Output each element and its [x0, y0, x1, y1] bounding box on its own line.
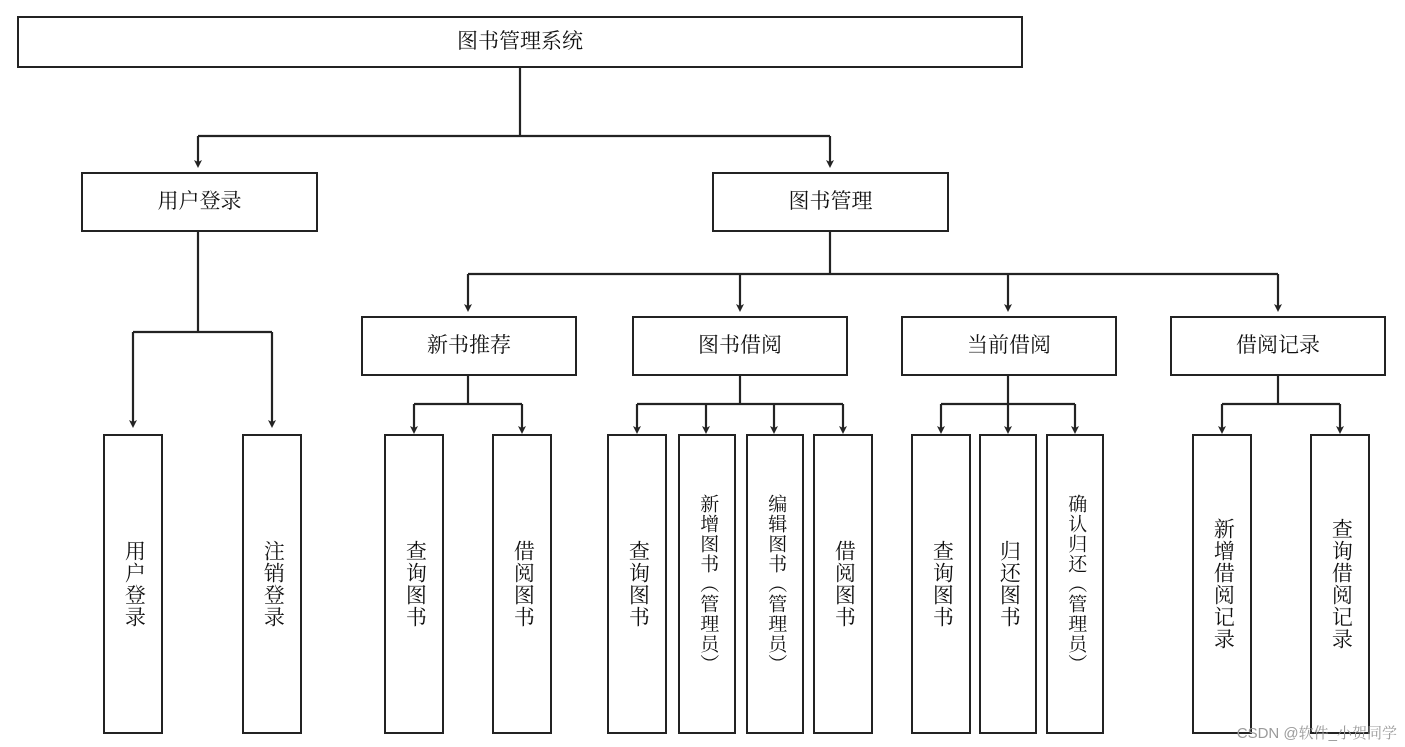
node-leaf-borrow-borrow-book-label: 借阅图书: [832, 540, 856, 628]
node-root[interactable]: [17, 16, 1023, 68]
watermark: CSDN @软件_小贺同学: [1236, 725, 1397, 742]
node-user-login[interactable]: [81, 172, 318, 232]
node-leaf-cur-confirm-return-label: 确认归还（管理员）: [1065, 494, 1087, 674]
node-leaf-add-borrow-record[interactable]: [1192, 434, 1252, 734]
node-leaf-borrow-query-book-label: 查询图书: [626, 540, 650, 628]
node-leaf-borrow-edit-book-label: 编辑图书（管理员）: [765, 494, 787, 674]
node-current-borrow[interactable]: [901, 316, 1117, 376]
node-leaf-borrow-add-book[interactable]: [678, 434, 736, 734]
node-leaf-add-borrow-record-label: 新增借阅记录: [1211, 518, 1235, 650]
node-book-manage[interactable]: [712, 172, 949, 232]
node-book-borrow[interactable]: [632, 316, 848, 376]
node-leaf-logout-user-label: 注销登录: [261, 540, 285, 628]
node-leaf-login-user[interactable]: [103, 434, 163, 734]
node-leaf-cur-query-book-label: 查询图书: [930, 540, 954, 628]
node-leaf-query-borrow-record-label: 查询借阅记录: [1329, 518, 1353, 650]
node-book-manage-label: 图书管理: [788, 189, 873, 213]
node-leaf-rec-query-book[interactable]: [384, 434, 444, 734]
node-leaf-borrow-query-book[interactable]: [607, 434, 667, 734]
node-new-book-recommend-label: 新书推荐: [427, 333, 511, 357]
node-leaf-logout-user[interactable]: [242, 434, 302, 734]
node-leaf-cur-confirm-return[interactable]: [1046, 434, 1104, 734]
node-leaf-borrow-add-book-label: 新增图书（管理员）: [697, 494, 719, 674]
node-leaf-query-borrow-record[interactable]: [1310, 434, 1370, 734]
node-leaf-cur-return-book[interactable]: [979, 434, 1037, 734]
node-user-login-label: 用户登录: [157, 189, 242, 213]
node-leaf-borrow-edit-book[interactable]: [746, 434, 804, 734]
node-root-label: 图书管理系统: [457, 29, 583, 53]
node-leaf-rec-borrow-book-label: 借阅图书: [511, 540, 535, 628]
node-leaf-cur-query-book[interactable]: [911, 434, 971, 734]
node-borrow-record[interactable]: [1170, 316, 1386, 376]
node-leaf-rec-query-book-label: 查询图书: [403, 540, 427, 628]
node-book-borrow-label: 图书借阅: [698, 333, 782, 357]
node-leaf-borrow-borrow-book[interactable]: [813, 434, 873, 734]
node-new-book-recommend[interactable]: [361, 316, 577, 376]
node-leaf-cur-return-book-label: 归还图书: [997, 540, 1021, 628]
node-current-borrow-label: 当前借阅: [967, 333, 1051, 357]
node-leaf-login-user-label: 用户登录: [122, 540, 146, 628]
node-leaf-rec-borrow-book[interactable]: [492, 434, 552, 734]
node-borrow-record-label: 借阅记录: [1236, 333, 1320, 357]
